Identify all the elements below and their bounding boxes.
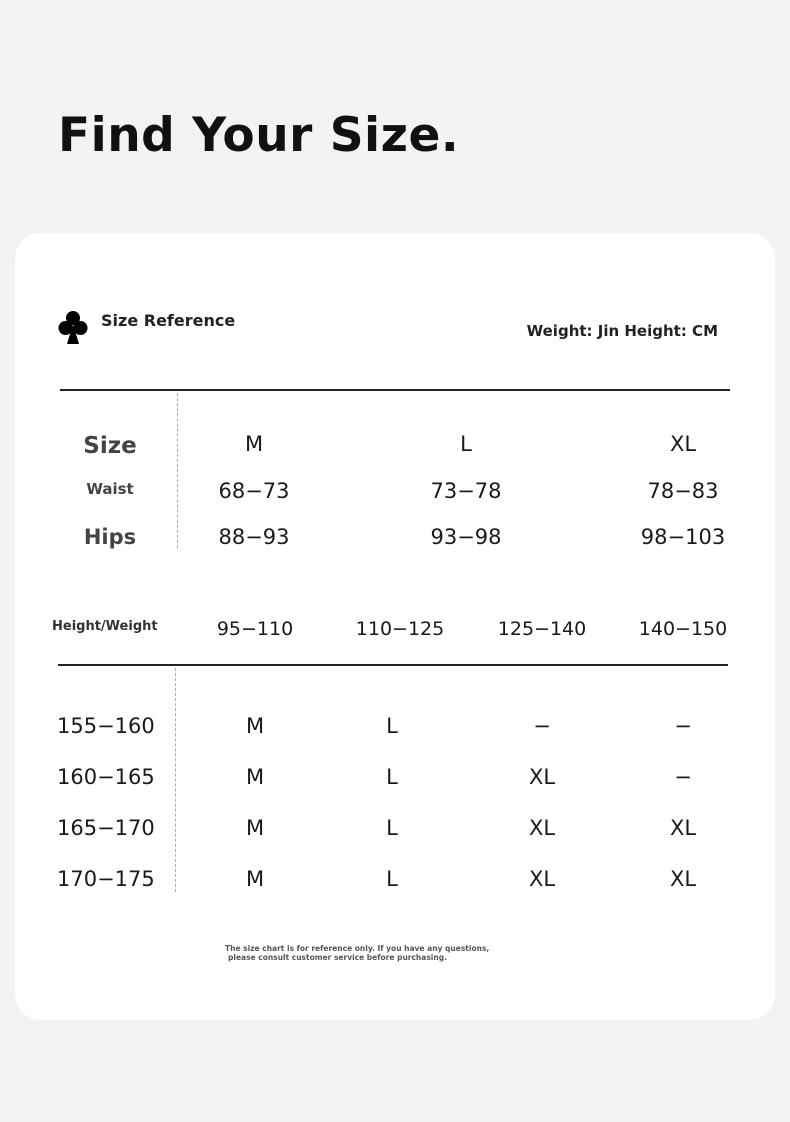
height-weight-corner-label: Height/Weight (52, 619, 158, 634)
weight-column-header: 95−110 (216, 618, 294, 640)
size-row-label: Size (83, 433, 137, 459)
size-recommendation-cell: L (386, 765, 398, 789)
disclaimer-note (225, 944, 489, 962)
size-recommendation-cell: L (386, 816, 398, 840)
disclaimer-line: The size chart is for reference only. If you have any questions, (225, 944, 490, 953)
size-recommendation-cell: − (674, 765, 692, 789)
recommendation-top-rule (58, 664, 728, 666)
weight-column-header: 125−140 (497, 618, 587, 640)
measurements-column-divider (177, 393, 178, 548)
disclaimer-line: please consult customer service before purchasing. (228, 953, 447, 962)
size-recommendation-cell: XL (528, 765, 556, 789)
hips-cell: 88−93 (218, 525, 290, 549)
hips-cell: 98−103 (640, 525, 726, 549)
size-recommendation-cell: XL (528, 816, 556, 840)
waist-cell: 78−83 (647, 479, 719, 503)
height-row-label: 165−170 (57, 816, 155, 840)
waist-cell: 73−78 (430, 479, 502, 503)
hips-cell: 93−98 (430, 525, 502, 549)
height-row-label: 170−175 (57, 867, 155, 891)
size-recommendation-cell: − (674, 714, 692, 738)
page-title: Find Your Size. (58, 108, 460, 163)
size-recommendation-cell: L (386, 714, 398, 738)
size-recommendation-cell: M (245, 714, 265, 738)
waist-row-label: Waist (86, 480, 134, 498)
waist-cell: 68−73 (218, 479, 290, 503)
size-cell: M (244, 432, 264, 456)
size-recommendation-cell: XL (669, 867, 697, 891)
size-reference-label: Size Reference (101, 311, 236, 330)
size-recommendation-cell: M (245, 867, 265, 891)
size-cell: L (460, 432, 472, 456)
size-recommendation-cell: L (386, 867, 398, 891)
weight-column-header: 110−125 (355, 618, 445, 640)
club-suit-icon (58, 309, 88, 345)
size-recommendation-cell: M (245, 765, 265, 789)
size-recommendation-cell: XL (669, 816, 697, 840)
size-recommendation-cell: M (245, 816, 265, 840)
measurements-top-rule (60, 389, 730, 391)
height-row-label: 160−165 (57, 765, 155, 789)
recommendation-column-divider (175, 668, 176, 892)
hips-row-label: Hips (83, 525, 137, 549)
size-recommendation-cell: XL (528, 867, 556, 891)
height-row-label: 155−160 (57, 714, 155, 738)
size-recommendation-cell: − (533, 714, 551, 738)
units-label: Weight: Jin Height: CM (526, 322, 718, 340)
weight-column-header: 140−150 (638, 618, 728, 640)
size-cell: XL (669, 432, 697, 456)
